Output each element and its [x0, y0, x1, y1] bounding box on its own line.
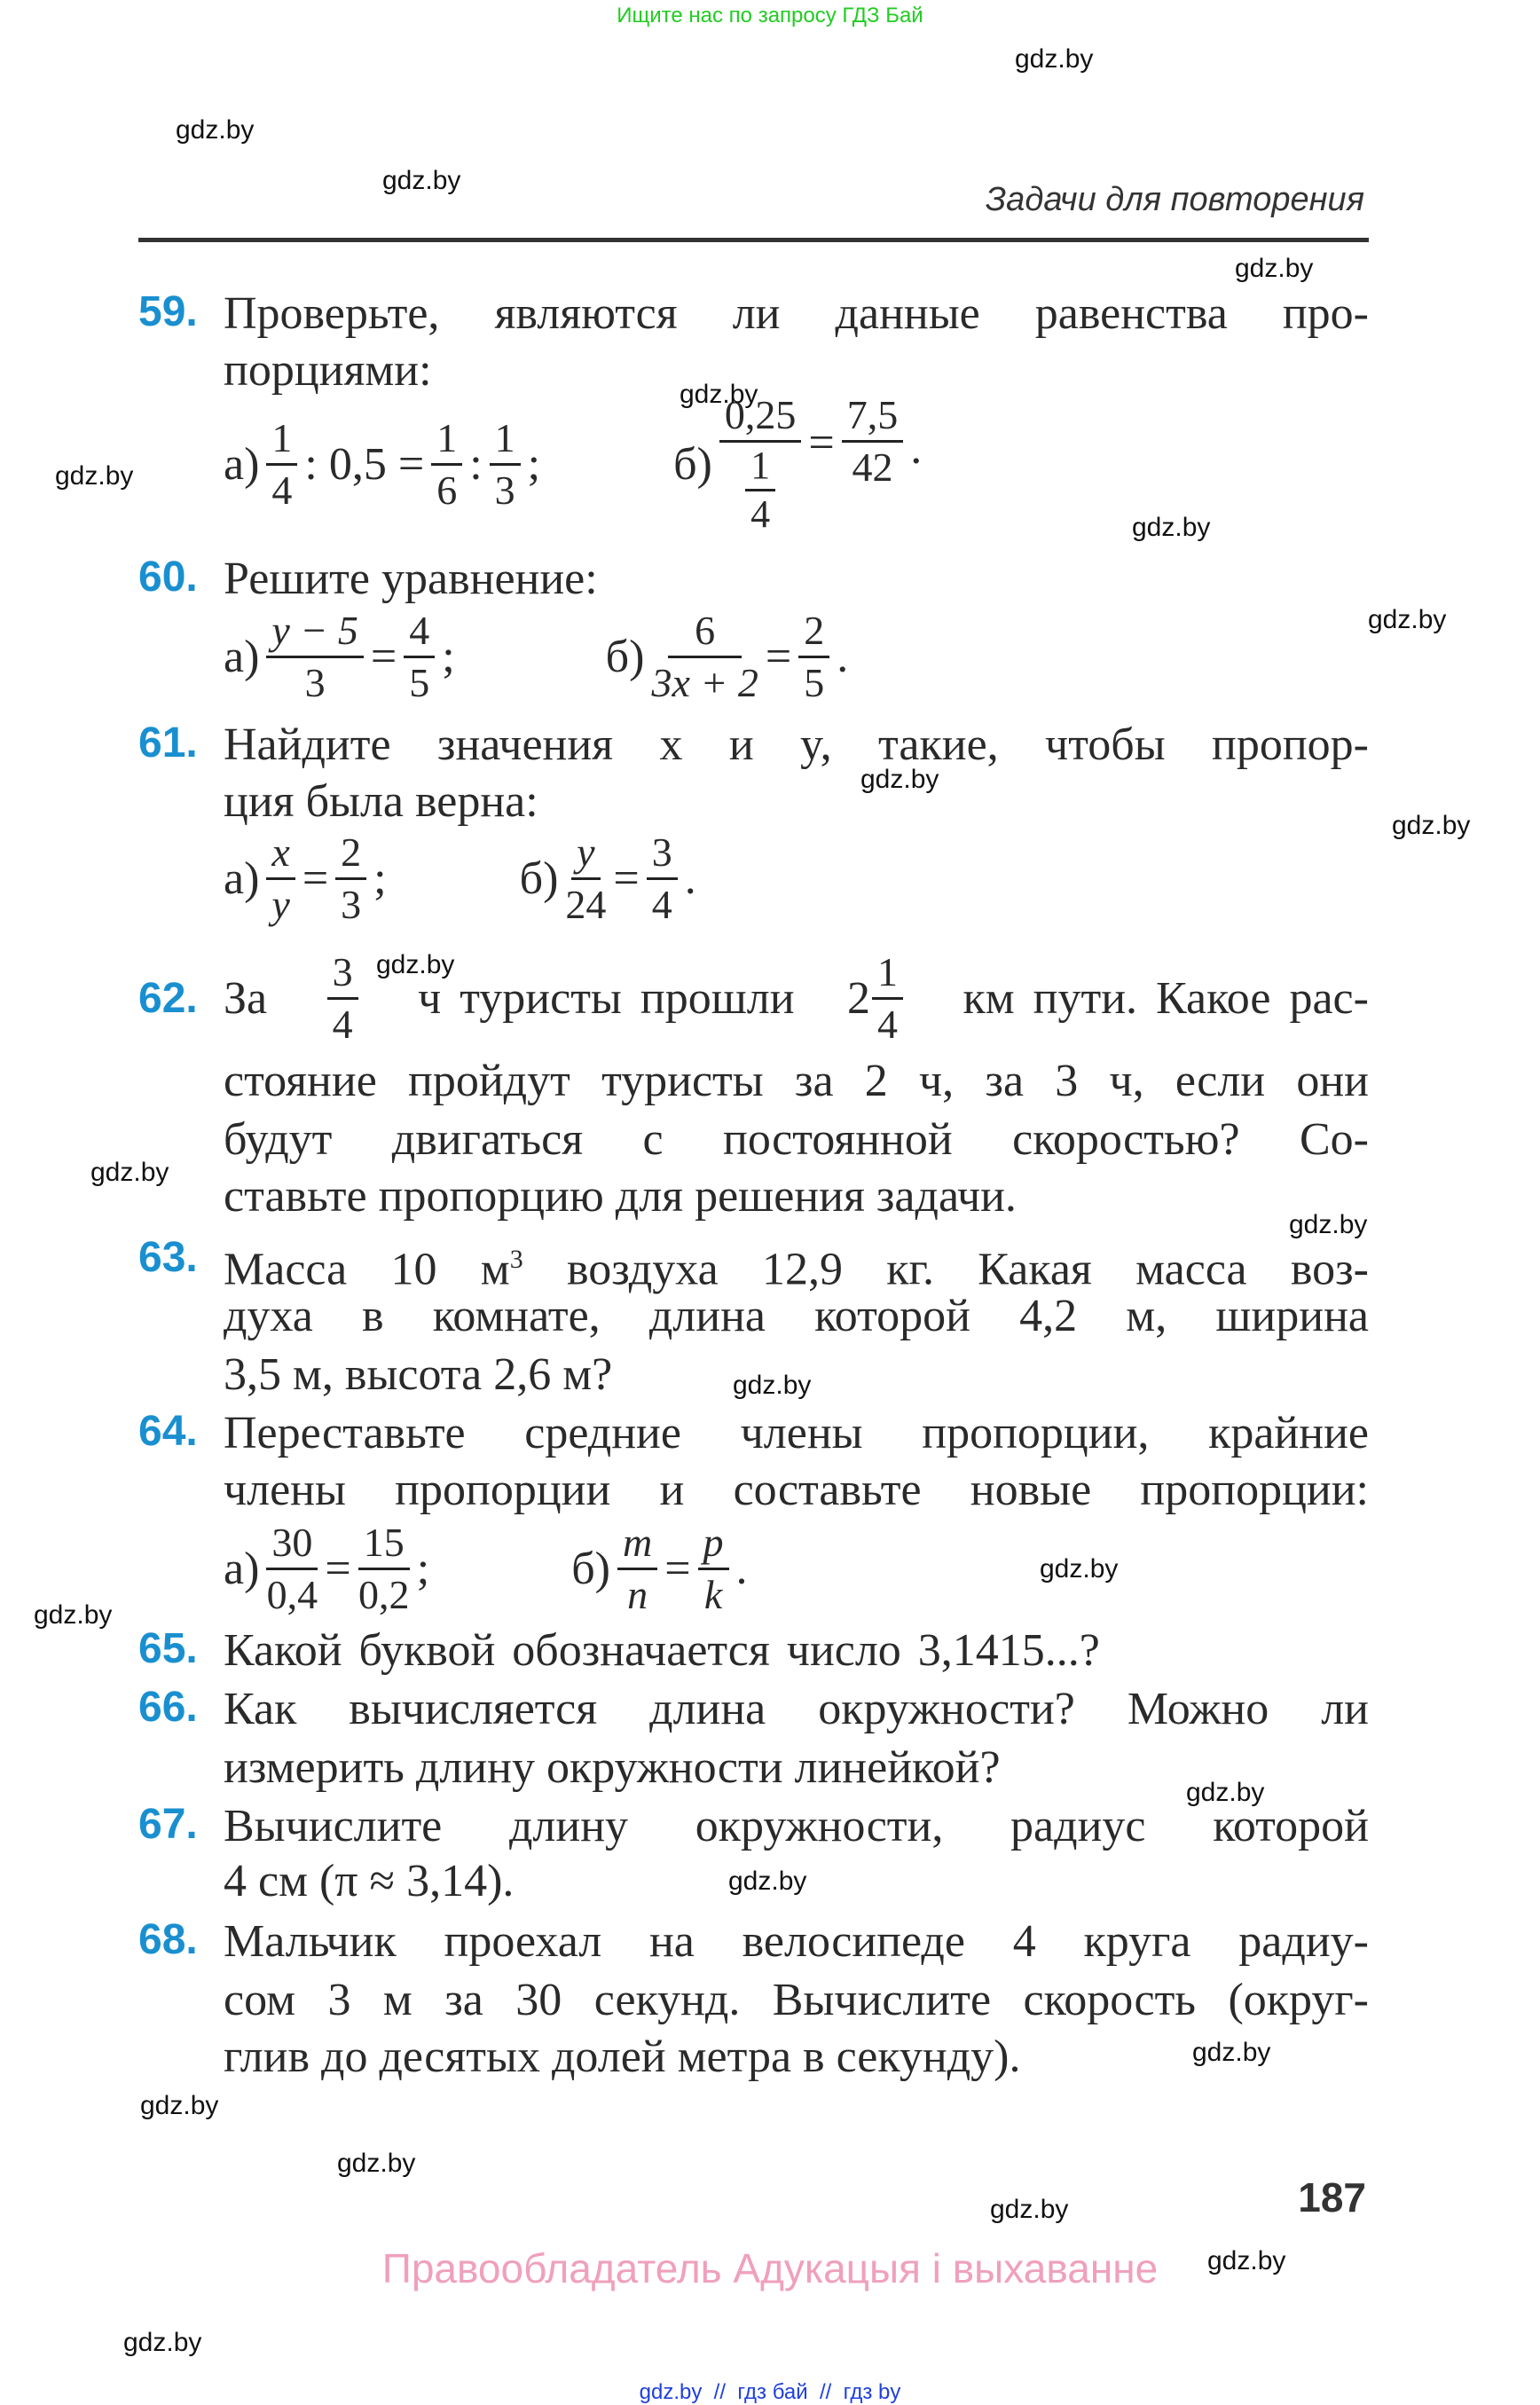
watermark: gdz.by	[1186, 1778, 1265, 1807]
item-label: б)	[571, 1544, 610, 1594]
equals: =	[765, 632, 792, 682]
watermark: gdz.by	[1015, 44, 1094, 74]
denominator: 4	[877, 1002, 899, 1047]
equals: =	[808, 418, 835, 468]
text: воздуха 12,9 кг. Какая масса воз-	[522, 1244, 1369, 1295]
fraction	[266, 1518, 318, 1620]
problem-60-items	[224, 606, 848, 708]
section-header: Задачи для повторения	[985, 181, 1364, 218]
denominator: 3	[341, 882, 362, 927]
text: км пути. Какое рас-	[962, 973, 1369, 1024]
problem-text: Переставьте средние члены пропорции, крайние	[224, 1408, 1369, 1458]
numerator: 3	[327, 947, 358, 1000]
numerator: 2	[798, 606, 829, 658]
denominator: 4	[271, 467, 293, 513]
problem-number: 62.	[138, 975, 198, 1022]
punct: .	[684, 853, 696, 904]
fraction	[798, 606, 829, 708]
watermark: gdz.by	[1040, 1554, 1119, 1584]
fraction	[327, 947, 358, 1049]
punct: ;	[373, 853, 387, 904]
superscript: 3	[509, 1245, 523, 1274]
watermark: gdz.by	[860, 765, 939, 794]
equals: =	[302, 853, 329, 904]
denominator: 42	[852, 444, 893, 490]
whole: 2	[847, 973, 871, 1024]
expression: : 0,5 =	[304, 438, 425, 490]
watermark: gdz.by	[55, 461, 134, 491]
equals: =	[370, 632, 397, 682]
problem-text: Вычислите длину окружности, радиус которой	[224, 1801, 1369, 1851]
fraction	[647, 828, 678, 930]
watermark: gdz.by	[1235, 254, 1314, 283]
punct: .	[837, 632, 849, 682]
problem-text: ставьте пропорцию для решения задачи.	[224, 1171, 1017, 1222]
watermark: gdz.by	[680, 380, 758, 409]
problem-61-items	[224, 828, 696, 930]
problem-number: 66.	[138, 1684, 198, 1731]
complex-fraction	[719, 390, 802, 538]
numerator: 6	[668, 606, 742, 658]
watermark: gdz.by	[376, 950, 455, 979]
problem-64-items	[224, 1518, 748, 1620]
item-label: а)	[224, 438, 260, 490]
problem-number: 64.	[138, 1408, 198, 1455]
fraction	[617, 1518, 657, 1620]
numerator: 0,25	[719, 390, 802, 443]
numerator: 3	[647, 828, 678, 880]
numerator: y − 5	[266, 606, 363, 658]
numerator: 7,5	[842, 390, 904, 443]
watermark: gdz.by	[1132, 513, 1211, 542]
item-label: а)	[224, 1544, 260, 1594]
text: За	[224, 973, 268, 1024]
equals: =	[664, 1544, 691, 1594]
numerator: m	[617, 1518, 657, 1570]
watermark: gdz.by	[382, 166, 461, 195]
item-label: б)	[605, 632, 645, 682]
punct: ;	[527, 438, 541, 490]
problem-text: измерить длину окружности линейкой?	[224, 1742, 1001, 1793]
problem-text: 4 см (π ≈ 3,14).	[224, 1856, 515, 1906]
fraction	[266, 606, 363, 708]
item-label: б)	[519, 853, 559, 904]
numerator: 2	[335, 828, 366, 880]
problem-text: Найдите значения x и y, такие, чтобы пропор-	[224, 719, 1369, 770]
problem-text: Как вычисляется длина окружности? Можно ли	[224, 1684, 1369, 1734]
problem-text: порциями:	[224, 345, 432, 396]
watermark: gdz.by	[733, 1371, 812, 1400]
problem-number: 60.	[138, 554, 198, 601]
denominator: 0,4	[266, 1572, 318, 1617]
denominator: 3x + 2	[651, 660, 758, 705]
denominator: 0,2	[358, 1572, 410, 1617]
denominator: n	[627, 1572, 648, 1617]
fraction	[266, 828, 295, 930]
denominator: 5	[409, 660, 430, 705]
watermark: gdz.by	[176, 115, 255, 145]
problem-text: стояние пройдут туристы за 2 ч, за 3 ч, если они	[224, 1056, 1369, 1106]
denominator: 4	[332, 1002, 353, 1047]
denominator: 3	[304, 660, 326, 705]
page-number: 187	[1298, 2174, 1366, 2220]
fraction	[651, 606, 758, 708]
watermark: gdz.by	[990, 2195, 1069, 2224]
fraction	[404, 606, 435, 708]
denominator: 24	[565, 882, 607, 927]
watermark: gdz.by	[1368, 605, 1447, 634]
text: ч туристы прошли	[418, 973, 795, 1024]
numerator: 1	[266, 413, 297, 466]
watermark: gdz.by	[1392, 811, 1471, 840]
text: Масса 10 м	[224, 1244, 510, 1295]
problem-number: 67.	[138, 1801, 198, 1848]
fraction	[842, 390, 904, 492]
problem-number: 63.	[138, 1234, 198, 1281]
item-label: а)	[224, 853, 260, 904]
numerator: 1	[431, 413, 462, 466]
problem-number: 68.	[138, 1916, 198, 1963]
fraction	[266, 413, 297, 515]
problem-text: Решите уравнение:	[224, 554, 598, 604]
item-label: б)	[673, 438, 712, 490]
mixed-number	[847, 947, 910, 1049]
colon: :	[469, 438, 483, 490]
problem-text: члены пропорции и составьте новые пропорции:	[224, 1465, 1369, 1515]
problem-text: Проверьте, являются ли данные равенства про-	[224, 288, 1369, 339]
watermark: gdz.by	[728, 1867, 807, 1896]
denominator: 4	[750, 492, 771, 536]
fraction	[872, 947, 903, 1049]
punct: ;	[416, 1544, 430, 1594]
fraction	[745, 443, 775, 538]
problem-number: 61.	[138, 719, 198, 766]
punct: .	[910, 423, 923, 474]
punct: ;	[442, 632, 455, 682]
fraction	[431, 413, 462, 515]
numerator: y	[571, 828, 600, 880]
numerator: 1	[490, 413, 521, 466]
watermark: gdz.by	[1192, 2038, 1271, 2067]
watermark: gdz.by	[140, 2091, 219, 2120]
problem-text: сом 3 м за 30 секунд. Вычислите скорость (округ-	[224, 1975, 1369, 2025]
problem-text: будут двигаться с постоянной скоростью? Со-	[224, 1114, 1369, 1165]
denominator: y	[271, 882, 290, 927]
fraction	[358, 1518, 410, 1620]
numerator: 1	[745, 443, 775, 491]
fraction	[565, 828, 606, 930]
problem-59-items	[224, 390, 922, 538]
problem-text: Мальчик проехал на велосипеде 4 круга радиу-	[224, 1916, 1369, 1967]
problem-number: 59.	[138, 288, 198, 335]
punct: .	[735, 1544, 748, 1594]
search-hint: Ищите нас по запросу ГДЗ Бай	[617, 4, 923, 28]
watermark: gdz.by	[1207, 2246, 1286, 2275]
denominator: 4	[651, 882, 672, 927]
fraction	[490, 413, 521, 515]
numerator: x	[266, 828, 295, 880]
equals: =	[613, 853, 640, 904]
copyright-notice: Правообладатель Адукацыя і выхаванне	[381, 2245, 1159, 2291]
numerator: p	[698, 1518, 729, 1570]
problem-text: духа в комнате, длина которой 4,2 м, ширина	[224, 1291, 1369, 1341]
numerator: 15	[358, 1518, 410, 1570]
problem-text: ция была верна:	[224, 776, 538, 827]
problem-text: Какой буквой обозначается число 3,1415...?	[224, 1625, 1100, 1676]
numerator: 30	[266, 1518, 318, 1570]
numerator: 1	[872, 947, 903, 1000]
denominator: 6	[436, 467, 458, 513]
footer-links[interactable]: gdz.by // гдз бай // гдз by	[639, 2380, 901, 2404]
denominator: 5	[804, 660, 825, 705]
watermark: gdz.by	[34, 1600, 113, 1630]
fraction	[698, 1518, 729, 1620]
denominator: k	[703, 1572, 723, 1617]
problem-text: 3,5 м, высота 2,6 м?	[224, 1349, 613, 1400]
problem-text: глив до десятых долей метра в секунду).	[224, 2032, 1021, 2082]
equals: =	[325, 1544, 351, 1594]
header-rule	[138, 238, 1369, 242]
watermark: gdz.by	[123, 2328, 202, 2357]
watermark: gdz.by	[1289, 1210, 1368, 1239]
watermark: gdz.by	[337, 2149, 416, 2178]
item-label: а)	[224, 632, 260, 682]
denominator: 3	[494, 467, 515, 513]
fraction	[335, 828, 366, 930]
numerator: 4	[404, 606, 435, 658]
problem-number: 65.	[138, 1625, 198, 1672]
watermark: gdz.by	[90, 1158, 169, 1187]
